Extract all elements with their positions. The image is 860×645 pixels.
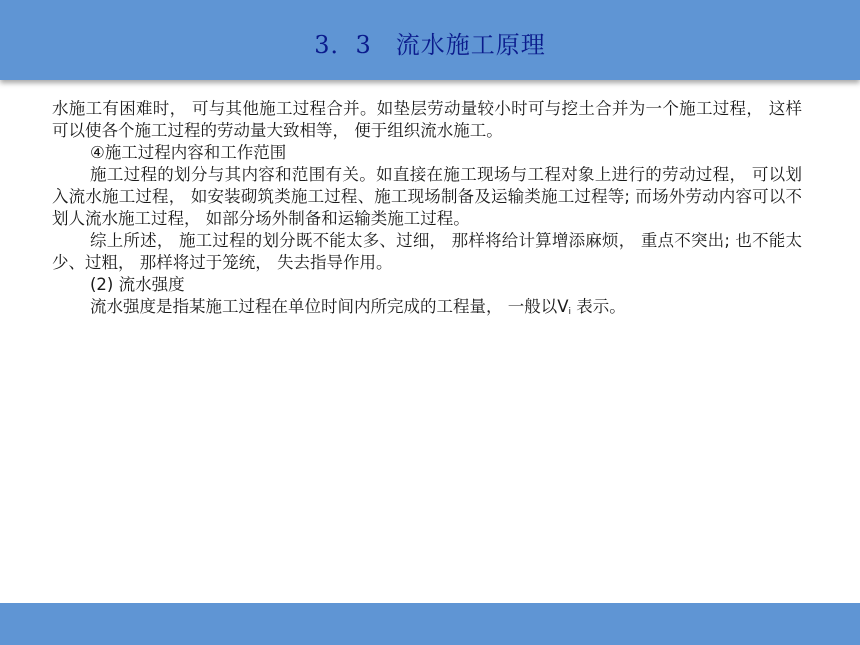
paragraph-scope: 施工过程的划分与其内容和范围有关。如直接在施工现场与工程对象上进行的劳动过程， 可以划入流水施工过程， 如安装砌筑类施工过程、施工现场制备及运输类施工过程等; 而场外劳动内容可以不划人流水施工过程， 如部分场外制备和运输类施工过程。 bbox=[52, 165, 802, 228]
definition-tail: 表示。 bbox=[571, 297, 626, 316]
header-bar bbox=[0, 0, 860, 80]
footer-bar bbox=[0, 603, 860, 645]
slide-title bbox=[0, 30, 860, 60]
subscript-i: i bbox=[568, 307, 572, 317]
paragraph-definition bbox=[52, 296, 802, 323]
section-title: 流水施工原理 bbox=[395, 31, 546, 59]
section-number: 3．3 bbox=[314, 31, 372, 59]
item-heading-4: ④施工过程内容和工作范围 bbox=[90, 143, 287, 162]
definition-text: 流水强度是指某施工过程在单位时间内所完成的工程量， 一般以V bbox=[90, 297, 569, 316]
paragraph-summary: 综上所述， 施工过程的划分既不能太多、过细， 那样将给计算增添麻烦， 重点不突出; 也不能太少、过粗， 那样将过于笼统， 失去指导作用。 bbox=[52, 231, 802, 272]
slide-body bbox=[52, 98, 802, 323]
paragraph-continuation: 水施工有困难时， 可与其他施工过程合并。如垫层劳动量较小时可与挖土合并为一个施工过程， 这样可以使各个施工过程的劳动量大致相等， 便于组织流水施工。 bbox=[52, 99, 802, 140]
section-heading-flow-intensity: (2) 流水强度 bbox=[90, 275, 185, 294]
